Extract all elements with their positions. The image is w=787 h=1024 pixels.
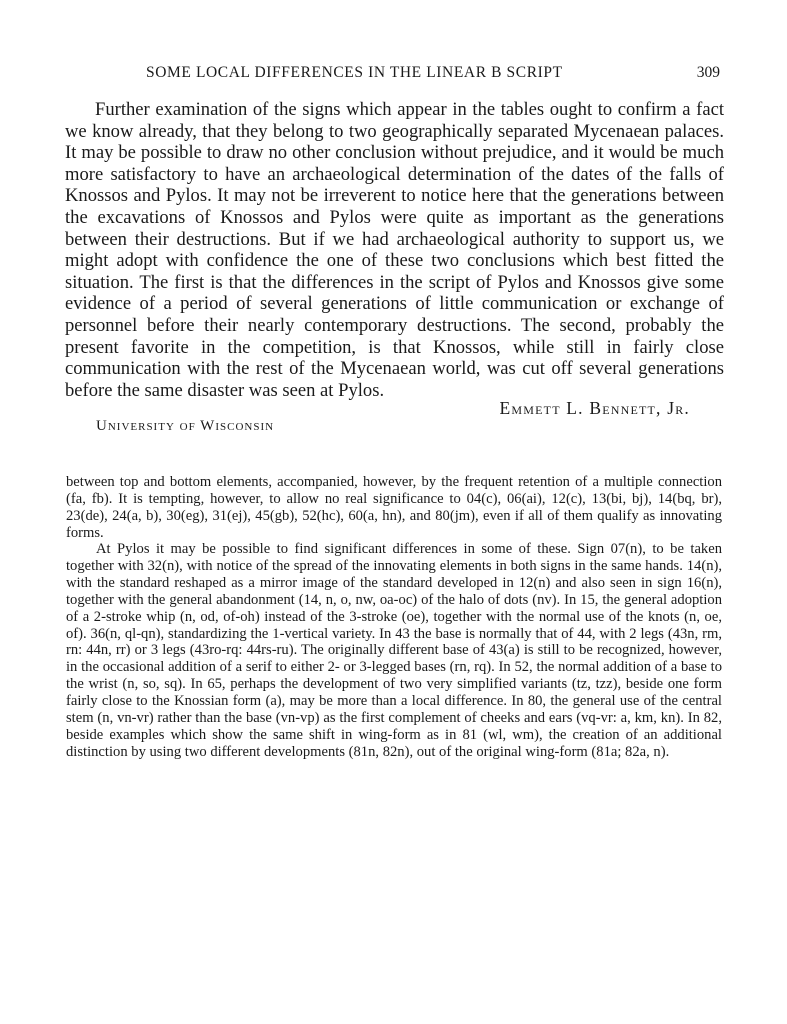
continuation-paragraph: between top and bottom elements, accompanied, however, by the frequent retention of a multiple connection (fa, fb). It is tempting, however, to allow no real significance to 04(c), 06(ai), 12(c), 13(bi, bj), 14(bq, br), 23(de), 24(a, b), 30(eg), 31(ej), 45(gb), 52(hc), 60(a, hn), and 80(jm), even if all of them qualify as innovating forms.	[66, 474, 722, 541]
running-title: SOME LOCAL DIFFERENCES IN THE LINEAR B SCRIPT	[146, 64, 563, 81]
continuation-text-block	[66, 474, 722, 760]
pylos-paragraph: At Pylos it may be possible to find significant differences in some of these. Sign 07(n), to be taken together with 32(n), with notice of the spread of the innovating elements in both signs in the same hands. 14(n), with the standard reshaped as a mirror image of the standard developed in 12(n) and also seen in sign 16(n), together with the general abandonment (14, n, o, nw, oa-oc) of the halo of dots (nv). In 15, the general adoption of a 2-stroke whip (n, od, of-oh) instead of the 3-stroke (oe), together with the normal use of the knots (n, oe, of). 36(n, ql-qn), standardizing the 1-vertical variety. In 43 the base is normally that of 44, with 2 legs (43n, rm, rn: 44n, rr) or 3 legs (43ro-rq: 44rs-ru). The originally different base of 43(a) is still to be recognized, however, in the occasional addition of a serif to either 2- or 3-legged bases (rn, rq). In 52, the normal addition of a base to the wrist (n, so, sq). In 65, perhaps the development of two very simplified variants (tz, tzz), beside one form fairly close to the Knossian form (a), may be more than a local difference. In 80, the general use of the central stem (n, vn-vr) rather than the base (vn-vp) as the first complement of cheeks and ears (vq-vr: a, km, kn). In 82, beside examples which show the same shift in wing-form as in 81 (wl, wm), the creation of an additional distinction by using two different developments (81n, 82n), out of the original wing-form (81a; 82a, n).	[66, 541, 722, 760]
main-text-block	[65, 99, 724, 401]
page-number: 309	[696, 64, 720, 81]
author-signature: Emmett L. Bennett, Jr.	[499, 398, 690, 418]
conclusion-paragraph: Further examination of the signs which appear in the tables ought to confirm a fact we know already, that they belong to two geographically separated Mycenaean palaces. It may be possible to draw no other conclusion without prejudice, and it would be much more satisfactory to have an archaeological determination of the dates of the falls of Knossos and Pylos. It may not be irreverent to notice here that the generations between the excavations of Knossos and Pylos were quite as important as the generations between their destructions. But if we had archaeological authority to support us, we might adopt with confidence the one of these two conclusions which best fitted the situation. The first is that the differences in the script of Pylos and Knossos give some evidence of a period of several generations of little communication or exchange of personnel before their nearly contemporary destructions. The second, probably the present favorite in the competition, is that Knossos, while still in fairly close communication with the rest of the Mycenaean world, was cut off several generations before the same disaster was seen at Pylos.	[65, 99, 724, 401]
author-affiliation: University of Wisconsin	[96, 418, 275, 434]
page-header	[0, 64, 787, 84]
